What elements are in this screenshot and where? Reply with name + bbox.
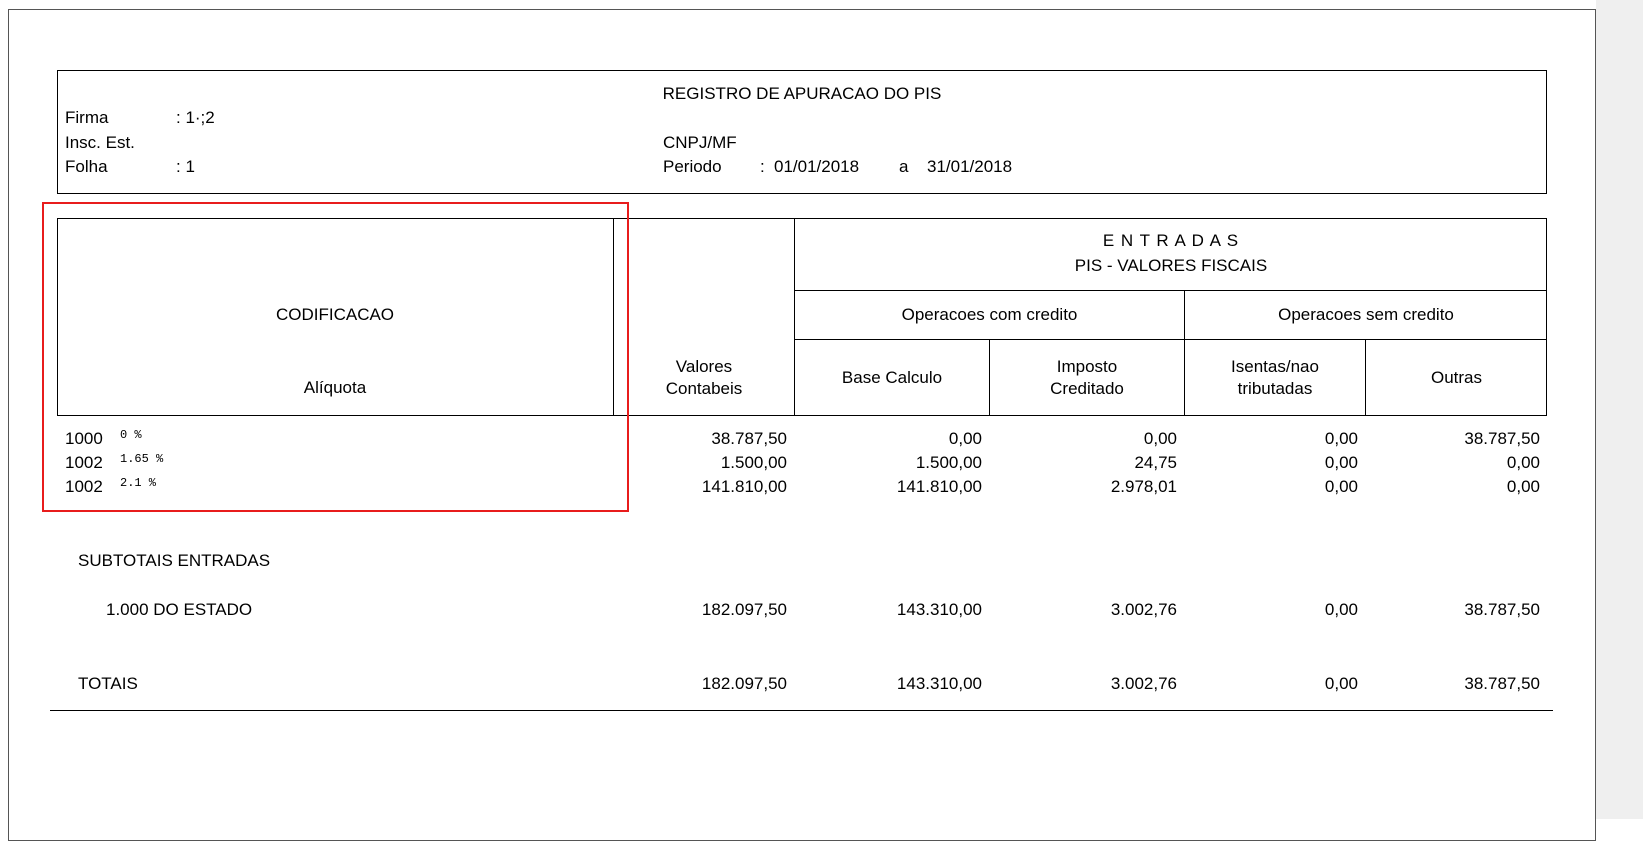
aliquota-header: Alíquota [303,378,367,397]
periodo-start: 01/01/2018 [774,157,860,176]
totais-label: TOTAIS [78,674,138,693]
row-isentas: 0,00 [1324,429,1358,448]
highlight-box [42,202,629,512]
entradas-header: E N T R A D A S [1102,231,1240,250]
folha-value: : 1 [176,157,195,176]
report-title: REGISTRO DE APURACAO DO PIS [662,84,942,103]
codificacao-header: CODIFICACAO [275,305,395,324]
periodo-end: 31/01/2018 [927,157,1013,176]
periodo-sep: : [760,157,765,176]
imposto-creditado-header: Imposto Creditado [1050,357,1124,398]
totais-outras: 38.787,50 [1464,674,1540,693]
row-isentas: 0,00 [1324,477,1358,496]
subtotal-imposto: 3.002,76 [1110,600,1177,619]
firma-label: Firma [65,108,109,127]
cnpj-label: CNPJ/MF [663,133,737,152]
row-aliquota: 0 % [120,428,142,442]
periodo-a: a [899,157,909,176]
valores-contabeis-header: Valores Contabeis [665,357,743,398]
row-base: 1.500,00 [915,453,982,472]
row-valores: 1.500,00 [720,453,787,472]
firma-value: : 1·;2 [176,108,215,127]
row-valores: 38.787,50 [711,429,787,448]
row-outras: 38.787,50 [1464,429,1540,448]
totais-base: 143.310,00 [896,674,982,693]
totais-valores: 182.097,50 [701,674,787,693]
row-code: 1002 [65,477,103,496]
row-aliquota: 1.65 % [120,452,164,466]
outras-header: Outras [1430,368,1483,387]
row-valores: 141.810,00 [701,477,787,496]
isentas-header: Isentas/nao tributadas [1231,357,1319,398]
op-com-credito-header: Operacoes com credito [901,305,1078,324]
subtotal-outras: 38.787,50 [1464,600,1540,619]
totais-isentas: 0,00 [1324,674,1358,693]
subtotais-label: SUBTOTAIS ENTRADAS [78,551,271,570]
row-imposto: 24,75 [1134,453,1177,472]
row-imposto: 0,00 [1143,429,1177,448]
row-code: 1002 [65,453,103,472]
scroll-area[interactable] [1596,0,1643,819]
totais-imposto: 3.002,76 [1110,674,1177,693]
base-calculo-header: Base Calculo [841,368,943,387]
folha-label: Folha [65,157,108,176]
subtotal-isentas: 0,00 [1324,600,1358,619]
row-imposto: 2.978,01 [1110,477,1177,496]
estado-label: 1.000 DO ESTADO [106,600,253,619]
periodo-label: Periodo [663,157,722,176]
subtotal-base: 143.310,00 [896,600,982,619]
row-outras: 0,00 [1506,453,1540,472]
insc-label: Insc. Est. [65,133,135,152]
subtotal-valores: 182.097,50 [701,600,787,619]
row-code: 1000 [65,429,103,448]
row-base: 0,00 [948,429,982,448]
row-base: 141.810,00 [896,477,982,496]
row-isentas: 0,00 [1324,453,1358,472]
row-outras: 0,00 [1506,477,1540,496]
pis-valores-header: PIS - VALORES FISCAIS [1074,256,1268,275]
row-aliquota: 2.1 % [120,476,157,490]
totals-rule [50,710,1553,711]
op-sem-credito-header: Operacoes sem credito [1278,305,1454,324]
